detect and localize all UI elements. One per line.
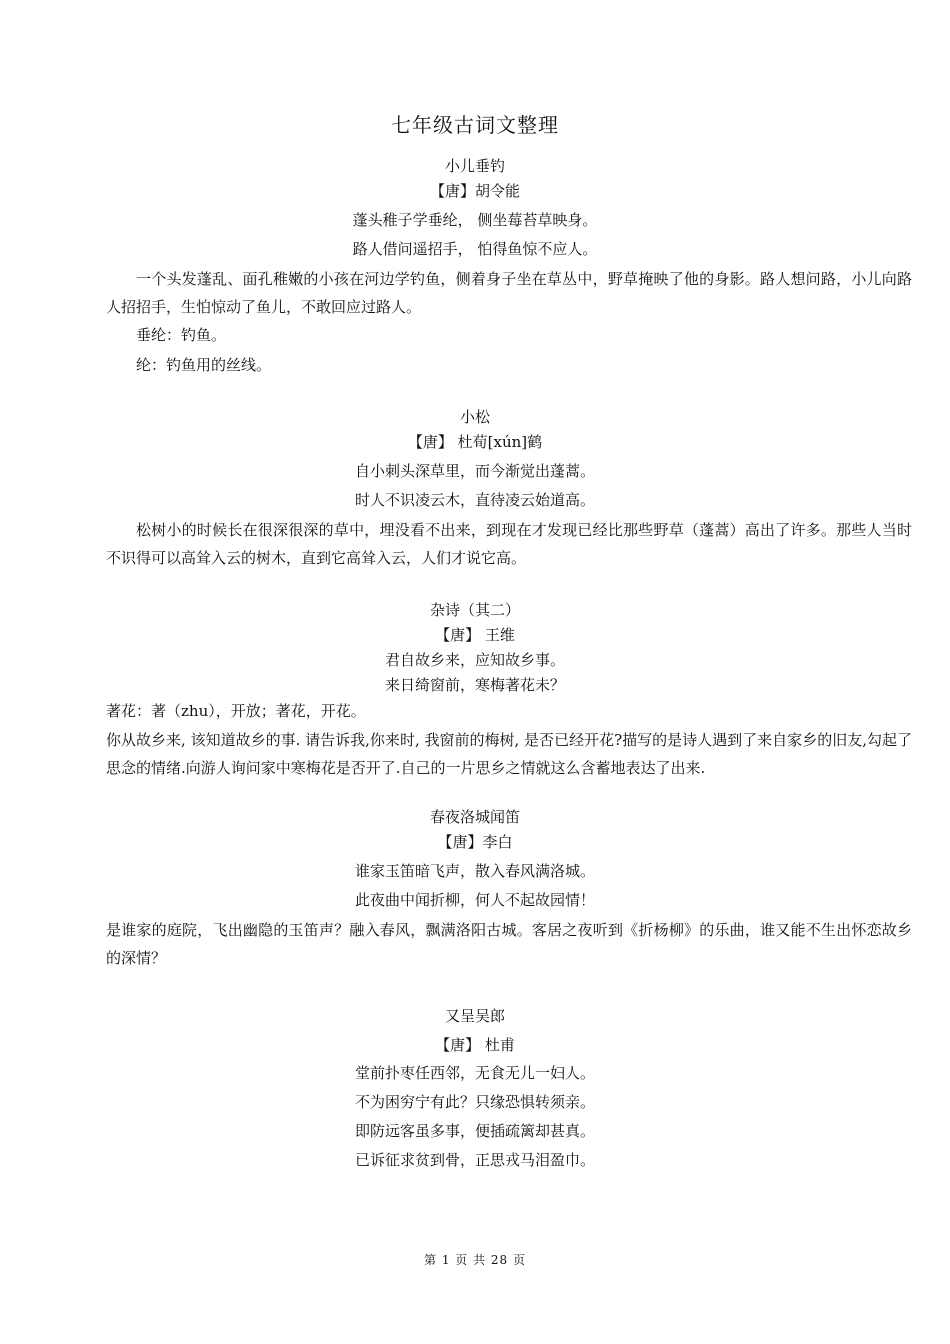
poem-title: 春夜洛城闻笛 xyxy=(429,808,520,826)
translation-paragraph: 你从故乡来, 该知道故乡的事. 请告诉我,你来时, 我窗前的梅树, 是否已经开花?描写的是诗人遇到了来自家乡的旧友,勾起了思念的情绪.向游人询问家中寒梅花是否开了.自己的一片思乡之情就这么含蓄地表达了出来. xyxy=(106,731,912,777)
poem-title: 杂诗（其二） xyxy=(429,601,520,619)
poem-title: 小松 xyxy=(459,408,490,426)
poem-author: 【唐】李白 xyxy=(437,833,513,851)
poem-line: 君自故乡来，应知故乡事。 xyxy=(384,651,565,669)
poem-author: 【唐】 杜甫 xyxy=(435,1036,515,1054)
poem-title: 小儿垂钓 xyxy=(444,157,505,175)
poem-line: 时人不识凌云木，直待凌云始道高。 xyxy=(354,491,595,509)
page-title: 七年级古词文整理 xyxy=(391,113,559,137)
poem-line: 不为困穷宁有此？只缘恐惧转须亲。 xyxy=(354,1093,595,1111)
poem-line: 堂前扑枣任西邻，无食无儿一妇人。 xyxy=(354,1064,595,1082)
poem-line: 蓬头稚子学垂纶， 侧坐莓苔草映身。 xyxy=(352,211,598,229)
poem-line: 即防远客虽多事，便插疏篱却甚真。 xyxy=(354,1122,595,1140)
poem-line: 已诉征求贫到骨，正思戎马泪盈巾。 xyxy=(354,1151,595,1169)
annotation: 纶：钓鱼用的丝线。 xyxy=(136,356,272,374)
translation-paragraph: 一个头发蓬乱、面孔稚嫩的小孩在河边学钓鱼，侧着身子坐在草丛中，野草掩映了他的身影。路人想问路，小儿向路人招招手，生怕惊动了鱼儿，不敢回应过路人。 xyxy=(106,270,912,316)
translation-paragraph: 是谁家的庭院，飞出幽隐的玉笛声？融入春风，飘满洛阳古城。客居之夜听到《折杨柳》的乐曲，谁又能不生出怀恋故乡的深情？ xyxy=(106,921,912,967)
poem-line: 此夜曲中闻折柳，何人不起故园情！ xyxy=(354,891,595,909)
poem-line: 来日绮窗前，寒梅著花未？ xyxy=(384,676,565,694)
poem-line: 路人借问遥招手， 怕得鱼惊不应人。 xyxy=(352,240,598,258)
poem-line: 谁家玉笛暗飞声，散入春风满洛城。 xyxy=(354,862,595,880)
translation-paragraph: 松树小的时候长在很深很深的草中，埋没看不出来，到现在才发现已经比那些野草（蓬蒿）高出了许多。那些人当时不识得可以高耸入云的树木，直到它高耸入云，人们才说它高。 xyxy=(106,521,912,567)
poem-author: 【唐】 王维 xyxy=(435,626,515,644)
annotation: 著花：著（zhu），开放；著花，开花。 xyxy=(106,702,366,720)
poem-author: 【唐】胡令能 xyxy=(429,182,520,200)
poem-title: 又呈吴郎 xyxy=(444,1007,505,1025)
poem-line: 自小刺头深草里，而今渐觉出蓬蒿。 xyxy=(354,462,595,480)
page-number-footer: 第 1 页 共 28 页 xyxy=(424,1253,526,1267)
annotation: 垂纶：钓鱼。 xyxy=(136,326,227,344)
poem-author: 【唐】 杜荀[xún]鹤 xyxy=(407,433,543,451)
